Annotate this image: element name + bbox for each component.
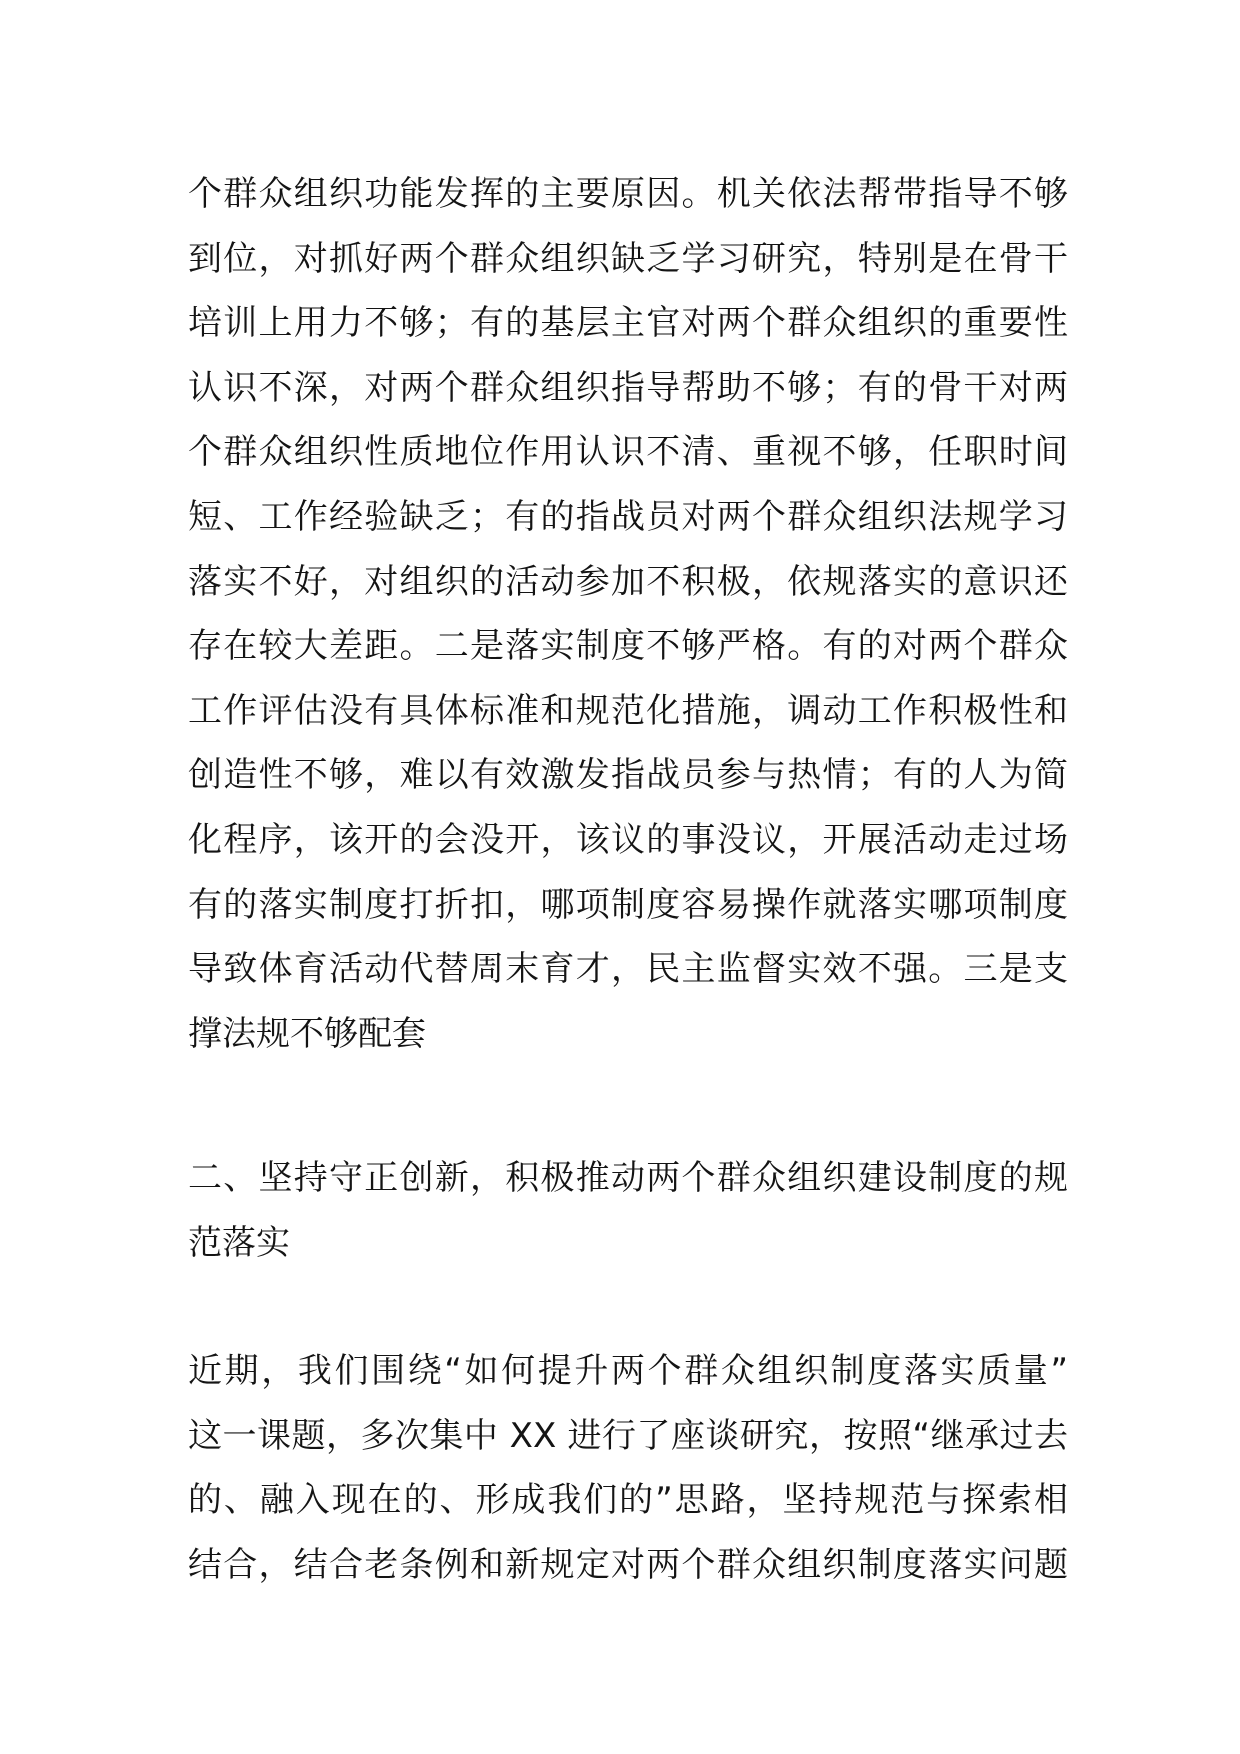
- paragraph-line: 个群众组织功能发挥的主要原因。机关依法帮带指导不够: [188, 174, 1068, 214]
- paragraph-line: 近期，我们围绕“如何提升两个群众组织制度落实质量”: [188, 1351, 1068, 1391]
- paragraph-line: 的、融入现在的、形成我们的”思路，坚持规范与探索相: [188, 1480, 1068, 1521]
- heading-line: 二、坚持守正创新，积极推动两个群众组织建设制度的规: [188, 1158, 1068, 1198]
- body-paragraph-causes: [188, 162, 1068, 1066]
- paragraph-line: 落实不好，对组织的活动参加不积极，依规落实的意识还: [188, 561, 1068, 602]
- paragraph-line: 化程序，该开的会没开，该议的事没议，开展活动走过场: [188, 819, 1068, 860]
- paragraph-line: 导致体育活动代替周末育才，民主监督实效不强。三是支: [188, 949, 1068, 990]
- section-heading: [188, 1146, 1068, 1275]
- paragraph-line: 有的落实制度打折扣，哪项制度容易操作就落实哪项制度: [188, 884, 1068, 925]
- paragraph-line: 个群众组织性质地位作用认识不清、重视不够，任职时间: [188, 432, 1068, 473]
- body-paragraph-approach: [188, 1339, 1068, 1597]
- paragraph-line: 撑法规不够配套: [188, 1013, 426, 1054]
- paragraph-line: 培训上用力不够；有的基层主官对两个群众组织的重要性: [188, 303, 1068, 344]
- heading-line: 范落实: [188, 1222, 290, 1263]
- paragraph-line: 结合，结合老条例和新规定对两个群众组织制度落实问题: [188, 1544, 1068, 1585]
- paragraph-line: 短、工作经验缺乏；有的指战员对两个群众组织法规学习: [188, 496, 1068, 537]
- paragraph-line: 工作评估没有具体标准和规范化措施，调动工作积极性和: [188, 690, 1068, 731]
- paragraph-line: 认识不深，对两个群众组织指导帮助不够；有的骨干对两: [188, 367, 1068, 408]
- paragraph-line: 创造性不够，难以有效激发指战员参与热情；有的人为简: [188, 755, 1068, 796]
- paragraph-line: 到位，对抓好两个群众组织缺乏学习研究，特别是在骨干: [188, 238, 1068, 279]
- paragraph-line: 这一课题，多次集中 XX 进行了座谈研究，按照“继承过去: [188, 1415, 1068, 1456]
- paragraph-line: 存在较大差距。二是落实制度不够严格。有的对两个群众: [188, 626, 1068, 667]
